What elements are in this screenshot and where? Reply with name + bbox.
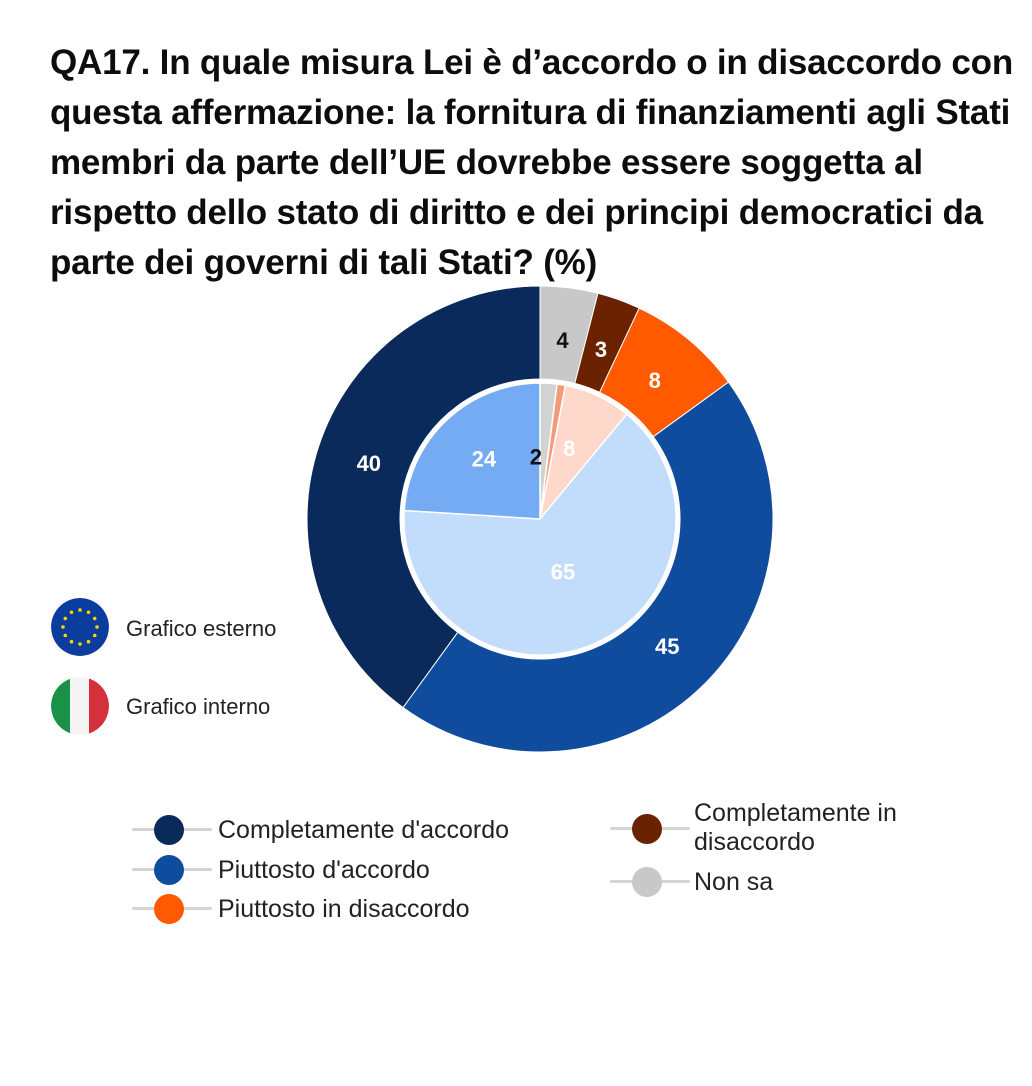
chart-title: QA17. In quale misura Lei è d’accordo o in disaccordo con questa affermazione: la fornitura di finanziamenti agli Stati membri da parte dell’UE dovrebbe essere soggetta al rispetto dello stato di diritto e dei principi democratici da parte dei governi di tali Stati? (%) <box>50 43 1014 282</box>
legend-label-piuttosto-disaccordo: Piuttosto in disaccordo <box>218 895 470 923</box>
inner-pie <box>404 383 676 655</box>
outer-label-piuttosto-d-accordo: 45 <box>655 633 680 659</box>
inner-label-completamente-d-accordo: 24 <box>471 446 497 472</box>
outer-chart-label: Grafico esterno <box>126 616 277 641</box>
legend-label-completamente-accordo: Completamente d'accordo <box>218 816 510 844</box>
legend-label-completamente-disaccordo: Completamente in disaccordo <box>694 799 897 856</box>
outer-label-piuttosto-in-disaccordo: 8 <box>648 367 661 393</box>
outer-label-completamente-in-disaccordo: 3 <box>594 337 608 363</box>
legend-label-piuttosto-accordo: Piuttosto d'accordo <box>218 856 430 884</box>
inner-label-piuttosto-d-accordo: 65 <box>550 559 576 585</box>
italy-flag-icon <box>51 677 109 735</box>
outer-label-non-sa: 4 <box>556 327 569 353</box>
inner-label-non-sa: 2 <box>529 444 543 470</box>
legend-label-non-sa: Non sa <box>694 868 774 896</box>
eu-flag-icon <box>51 598 109 656</box>
outer-label-completamente-d-accordo: 40 <box>356 450 382 476</box>
inner-chart-label: Grafico interno <box>126 694 271 719</box>
inner-label-piuttosto-in-disaccordo: 8 <box>563 435 576 461</box>
